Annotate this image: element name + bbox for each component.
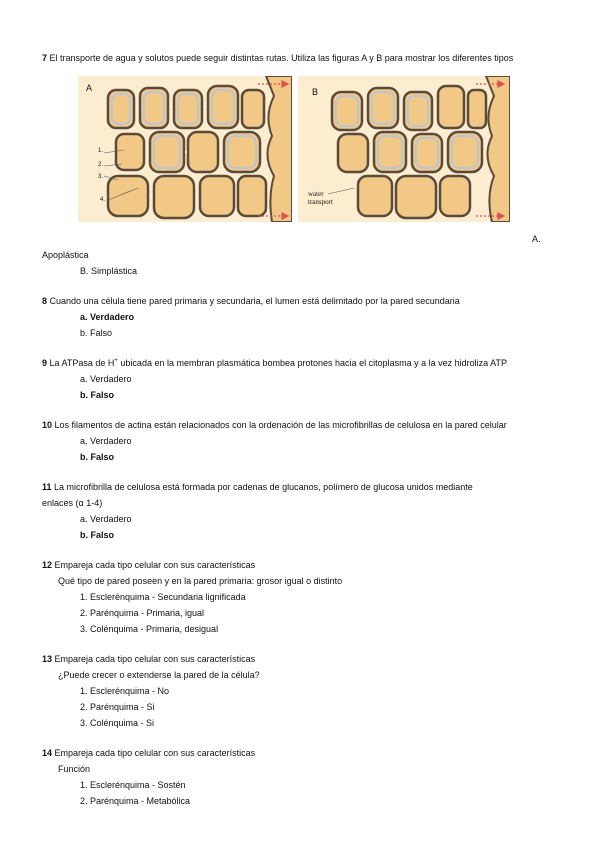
match-item: 3. Colénquima - Si bbox=[80, 718, 155, 728]
figure-a-diagram bbox=[78, 76, 292, 222]
question-text: Empareja cada tipo celular con sus características bbox=[54, 748, 256, 758]
question-11-cont: enlaces (α 1-4) bbox=[42, 498, 103, 508]
question-number: 14 bbox=[42, 748, 53, 758]
question-number: 12 bbox=[42, 560, 53, 570]
question-7 bbox=[42, 52, 513, 64]
superscript: + bbox=[114, 358, 118, 364]
match-item: 2. Parénquima - Si bbox=[80, 702, 155, 712]
question-number: 9 bbox=[42, 358, 48, 368]
figure-a-marker-3: 3. bbox=[98, 174, 104, 180]
figure-b-caption-1: water bbox=[308, 190, 324, 198]
question-text: Los filamentos de actina están relacionados con la ordenación de las microfibrillas de celulosa en la pared celular bbox=[54, 420, 507, 430]
option-a-text: Apoplástica bbox=[42, 250, 89, 260]
question-9 bbox=[42, 357, 507, 369]
question-text: Empareja cada tipo celular con sus características bbox=[54, 654, 256, 664]
figure-b-caption-2: transport bbox=[308, 198, 333, 206]
option-b: B. Simplástica bbox=[80, 266, 138, 276]
match-item: 1. Esclerénquima - Secundaria lignificada bbox=[80, 592, 246, 602]
question-text: Empareja cada tipo celular con sus características bbox=[54, 560, 256, 570]
question-10 bbox=[42, 419, 507, 431]
question-text: El transporte de agua y solutos puede seguir distintas rutas. Utiliza las figuras A y B para mostrar los diferentes tipos bbox=[49, 53, 514, 63]
answer-b: b. Falso bbox=[80, 328, 113, 338]
match-item: 2. Parénquima - Primaria, igual bbox=[80, 608, 205, 618]
figure-a-marker-4: 4. bbox=[100, 197, 106, 203]
answer-b: b. Falso bbox=[80, 452, 115, 462]
answer-a: a. Verdadero bbox=[80, 514, 132, 524]
figure-b-label: B bbox=[312, 87, 319, 97]
question-text-post: ubicada en la membran plasmática bombea protones hacia el citoplasma y a la vez hidroliza ATP bbox=[117, 358, 507, 368]
question-number: 13 bbox=[42, 654, 53, 664]
question-12 bbox=[42, 559, 255, 571]
answer-b: b. Falso bbox=[80, 390, 115, 400]
question-number: 11 bbox=[42, 482, 52, 492]
question-text: Cuando una célula tiene pared primaria y secundaria, el lumen está delimitado por la pared secundaria bbox=[49, 296, 460, 306]
answer-b: b. Falso bbox=[80, 530, 115, 540]
question-text: La microfibrilla de celulosa está formada por cadenas de glucanos, polímero de glucosa unidos mediante bbox=[54, 482, 473, 492]
question-subtext: Función bbox=[58, 764, 91, 774]
match-item: 1. Esclerénquima - Sostén bbox=[80, 780, 186, 790]
option-a-letter: A. bbox=[532, 234, 541, 244]
figure-b bbox=[298, 76, 510, 222]
match-item: 1. Esclerénquima - No bbox=[80, 686, 170, 696]
match-item: 3. Colénquima - Primaria, desigual bbox=[80, 624, 219, 634]
question-subtext: ¿Puede crecer o extenderse la pared de la célula? bbox=[58, 670, 260, 680]
question-14 bbox=[42, 747, 255, 759]
question-number: 10 bbox=[42, 420, 53, 430]
question-number: 7 bbox=[42, 53, 48, 63]
answer-a: a. Verdadero bbox=[80, 312, 135, 322]
match-item: 2. Parénquima - Metabólica bbox=[80, 796, 191, 806]
answer-a: a. Verdadero bbox=[80, 374, 132, 384]
figure-a bbox=[78, 76, 292, 222]
figure-a-label: A bbox=[86, 83, 93, 93]
question-number: 8 bbox=[42, 296, 48, 306]
question-11 bbox=[42, 481, 473, 493]
question-subtext: Qué tipo de pared poseen y en la pared primaria: grosor igual o distinto bbox=[58, 576, 343, 586]
figure-a-marker-2: 2. bbox=[98, 162, 104, 168]
question-text-pre: La ATPasa de H bbox=[49, 358, 115, 368]
question-13 bbox=[42, 653, 255, 665]
figure-a-marker-1: 1. bbox=[98, 148, 104, 154]
question-8 bbox=[42, 295, 460, 307]
answer-a: a. Verdadero bbox=[80, 436, 132, 446]
